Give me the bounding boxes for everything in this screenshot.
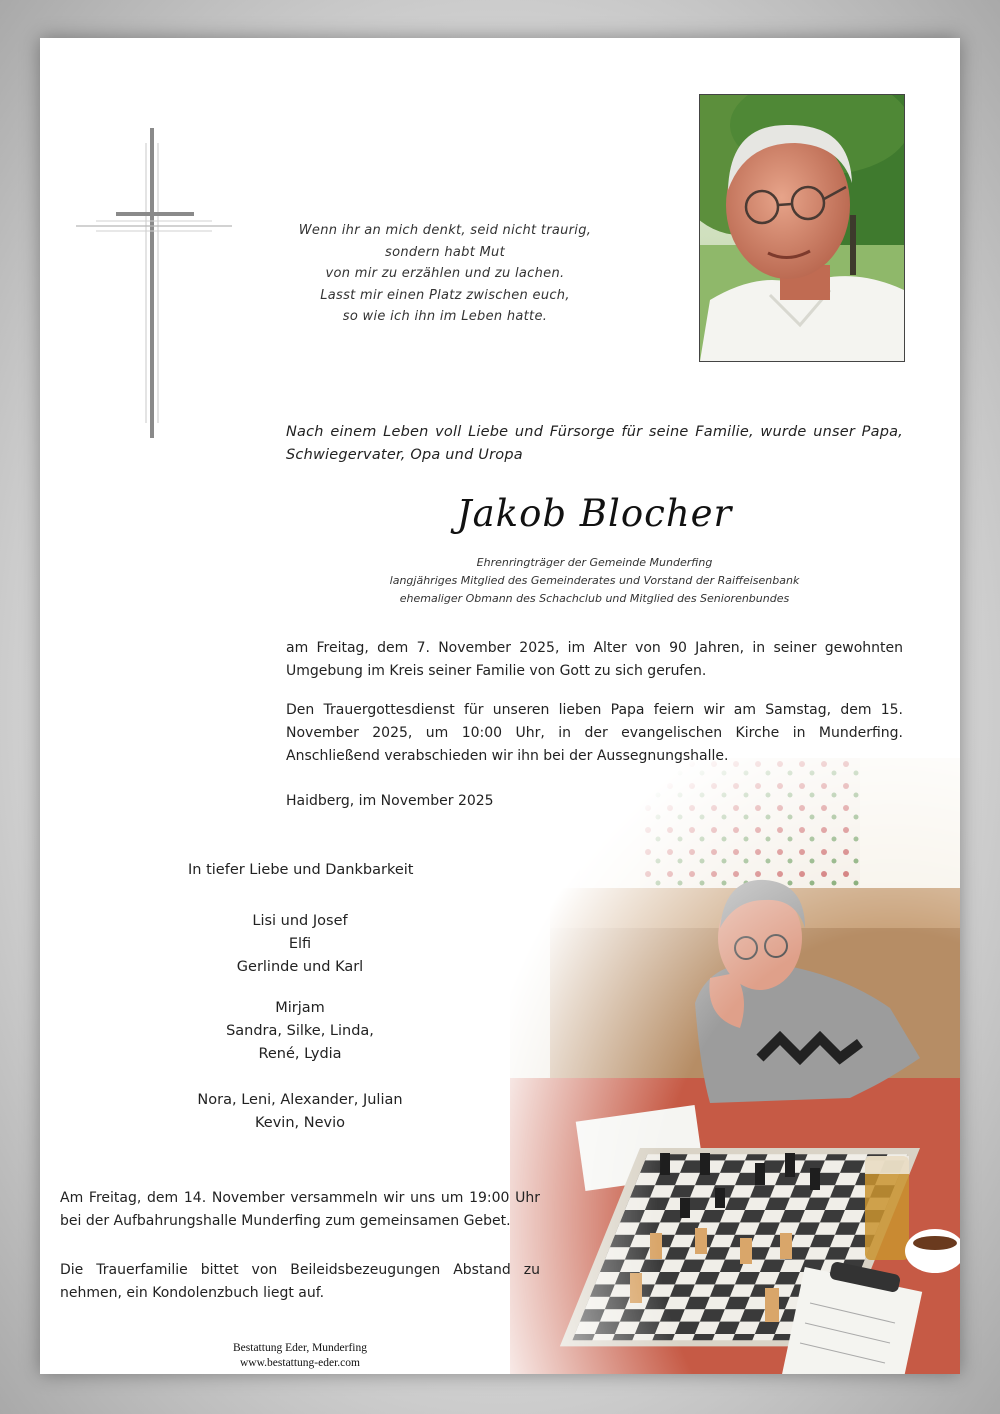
intro-text: Nach einem Leben voll Liebe und Fürsorge für seine Familie, wurde unser Papa, Schwiegervater, Opa und Uropa xyxy=(286,424,903,463)
mourner-line: Gerlinde und Karl xyxy=(236,959,364,975)
mourner-line: Elfi xyxy=(288,936,312,952)
service-paragraph: Den Trauergottesdienst für unseren lieben Papa feiern wir am Samstag, dem 15. November 2025, um 10:00 Uhr, in der evangelischen Kirche in Munderfing. Anschließend verabschieden wir ihn bei der Aussegnungshalle. xyxy=(286,702,903,764)
undertaker-footer xyxy=(200,1341,400,1371)
mourners-intro: In tiefer Liebe und Dankbarkeit xyxy=(188,862,414,878)
mourner-line: Kevin, Nevio xyxy=(255,1115,345,1131)
death-paragraph: am Freitag, dem 7. November 2025, im Alter von 90 Jahren, in seiner gewohnten Umgebung im Kreis seiner Familie von Gott zu sich gerufen. xyxy=(286,640,903,679)
quote-line: Wenn ihr an mich denkt, seid nicht traurig, xyxy=(298,223,592,238)
mourners-group xyxy=(170,1089,430,1135)
mourners-group xyxy=(170,910,430,979)
place-date: Haidberg, im November 2025 xyxy=(286,793,494,809)
quote-line: so wie ich ihn im Leben hatte. xyxy=(342,309,548,324)
mourner-line: Lisi und Josef xyxy=(252,913,348,929)
condolence-notice: Die Trauerfamilie bittet von Beileidsbezeugungen Abstand zu nehmen, ein Kondolenzbuch liegt auf. xyxy=(60,1262,540,1301)
undertaker-website[interactable]: www.bestattung-eder.com xyxy=(240,1357,360,1369)
prayer-notice: Am Freitag, dem 14. November versammeln wir uns um 19:00 Uhr bei der Aufbahrungshalle Munderfing zum gemeinsamen Gebet. xyxy=(60,1190,540,1229)
honor-line: langjähriges Mitglied des Gemeinderates und Vorstand der Raiffeisenbank xyxy=(389,574,800,587)
quote-line: sondern habt Mut xyxy=(385,244,505,260)
chess-photo xyxy=(510,758,960,1374)
honor-line: ehemaliger Obmann des Schachclub und Mitglied des Seniorenbundes xyxy=(399,592,790,605)
memorial-quote xyxy=(280,220,610,328)
honors-list xyxy=(286,554,903,608)
portrait-photo xyxy=(699,94,905,362)
cross-icon xyxy=(76,128,236,448)
mourner-line: Mirjam xyxy=(275,1000,325,1016)
mourner-line: Nora, Leni, Alexander, Julian xyxy=(197,1092,403,1108)
undertaker-name: Bestattung Eder, Munderfing xyxy=(233,1342,367,1354)
honor-line: Ehrenringträger der Gemeinde Munderfing xyxy=(476,556,713,569)
quote-line: Lasst mir einen Platz zwischen euch, xyxy=(320,287,570,303)
mourners-group xyxy=(170,997,430,1066)
obituary-card xyxy=(40,38,960,1374)
mourner-line: Sandra, Silke, Linda, xyxy=(226,1023,374,1039)
quote-line: von mir zu erzählen und zu lachen. xyxy=(325,266,565,281)
mourner-line: René, Lydia xyxy=(258,1046,342,1062)
deceased-name: Jakob Blocher xyxy=(456,492,733,535)
